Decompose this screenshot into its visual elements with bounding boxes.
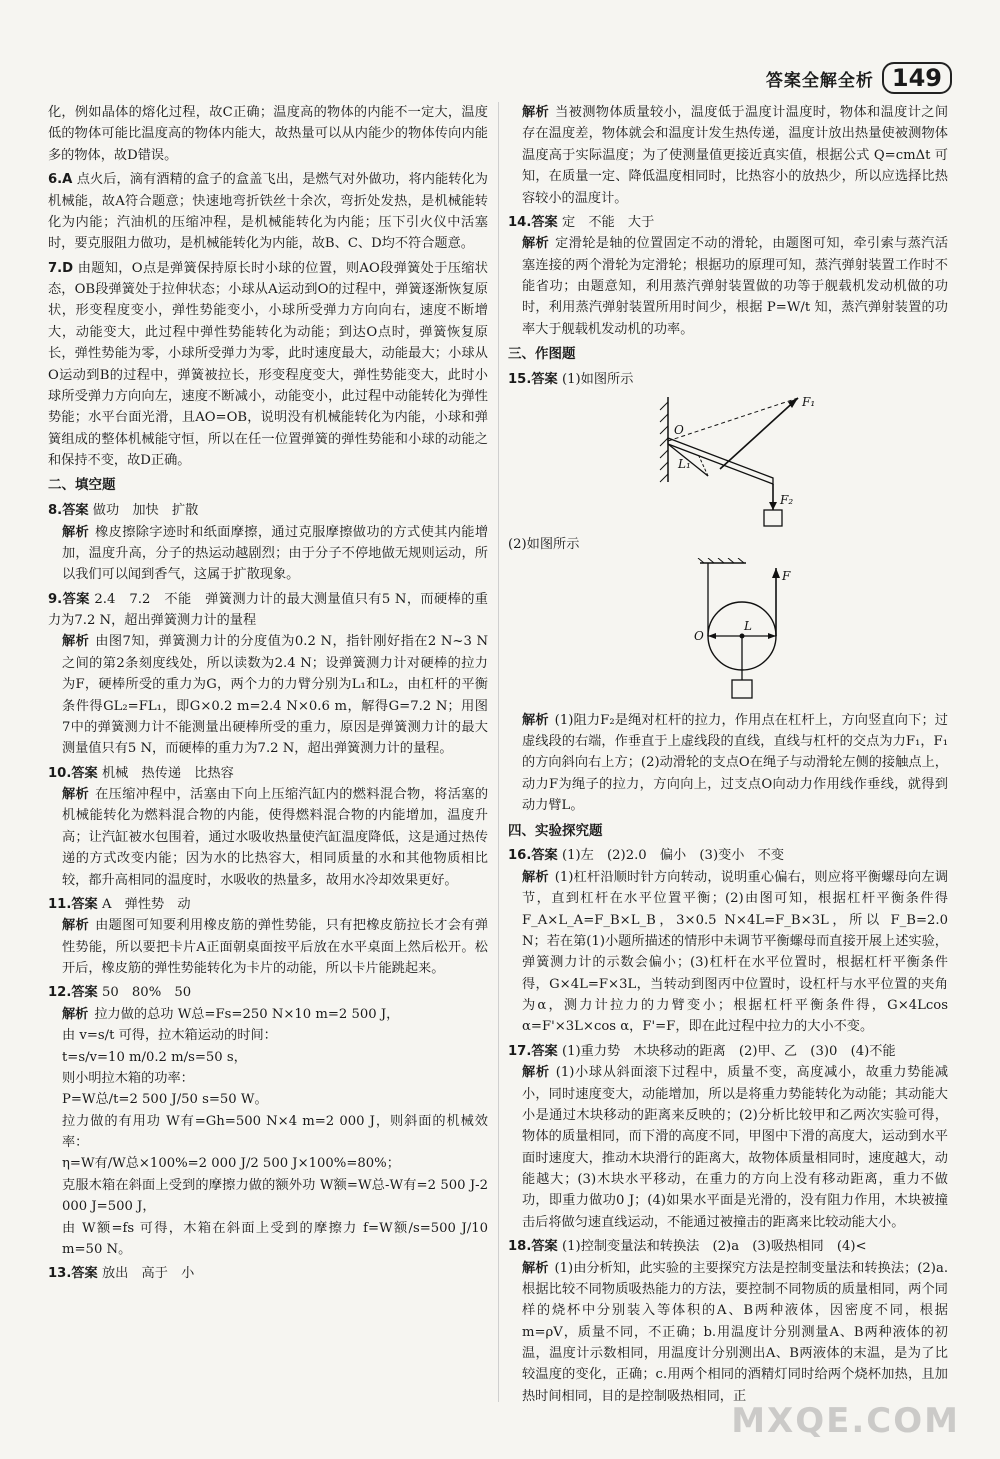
answer-tag: 答案 <box>71 765 98 781</box>
analysis-tag: 解析 <box>62 918 90 934</box>
q8-analysis-text: 橡皮擦除字迹时和纸面摩擦，通过克服摩擦做功的方式使其内能增加，温度升高，分子的热运动越剧烈；由于分子不停地做无规则运动，所以我们可以闻到香气，这属于扩散现象。 <box>62 524 489 583</box>
q14-answer <box>508 212 948 233</box>
q11-analysis-text: 由题图可知要利用橡皮筋的弹性势能，只有把橡皮筋拉长才会有弹性势能，所以要把卡片A正面朝桌面按平后放在水平桌面上然后松开。松开后，橡皮筋的弹性势能转化为卡片的动能，所以卡片能跳起来。 <box>62 918 489 977</box>
q18-number: 18. <box>508 1239 532 1255</box>
q18-answer-text: (1)控制变量法和转换法 (2)a (3)吸热相同 (4)< <box>561 1239 867 1255</box>
q12-line-2: 由 v=s/t 可得，拉木箱运动的时间： <box>62 1028 277 1044</box>
answer-tag: 答案 <box>531 1043 558 1059</box>
q16-analysis <box>508 867 948 1038</box>
q8-analysis <box>48 522 488 586</box>
q10-analysis <box>48 784 488 891</box>
q15-analysis-text: (1)阻力F₂是绳对杠杆的拉力，作用点在杠杆上，方向竖直向下；过虚线段的右端，作垂直于上虚线段的直线，直线与杠杆的交点为力F₁，F₁的方向斜向右上方；(2)动滑轮的支点O在绳子与动滑轮左侧的接触点上，动力F为绳子的拉力，方向向上，过支点O向动力作用线作垂线，就得到动力臂L。 <box>522 712 948 814</box>
q18-analysis-text: (1)由分析知，此实验的主要探究方法是控制变量法和转换法；(2)a.根据比较不同物质吸热能力的方法，要控制不同物质的质量相同，两个同样的烧杯中分别装入等体积的A、B两种液体，因密度不同，根据 m=ρV，质量不同，不正确；b.用温度计分别测量A、B两种液体的初温，温度计示数相同，用温度计分别测出A、B两液体的末温，是为了比较温度的变化，正确；c.用两个相同的酒精灯同时给两个烧杯加热，且加热时间相同，目的是控制吸热相同，正 <box>522 1260 949 1404</box>
q7-number: 7.D <box>48 260 74 276</box>
q12-answer <box>48 982 488 1003</box>
pulley-diagram <box>628 558 828 708</box>
left-column <box>48 102 488 1285</box>
q12-line-1-text: 拉力做的总功 W总=Fs=250 N×10 m=2 500 J， <box>94 1006 400 1022</box>
header-label: 答案全解全析 <box>765 70 874 91</box>
q9-answer <box>48 589 488 632</box>
q15-part-1: (1)如图所示 <box>561 371 634 387</box>
watermark: MXQE.COM <box>731 1401 960 1441</box>
q16-analysis-text: (1)杠杆沿顺时针方向转动，说明重心偏右，则应将平衡螺母向左调节，直到杠杆在水平位置平衡；(2)由图可知，根据杠杆平衡条件得 F_A×L_A=F_B×L_B，3×0.5 N×4L=F_B×3L，所以 F_B=2.0 N；若在第(1)小题所描述的情形中未调节平衡螺母而直接开展上述实验，弹簧测力计的示数会偏小；(3)杠杆在水平位置时，根据杠杆平衡条件得，G×4L=F×3L，当转动到图丙中位置时，设杠杆与水平位置的夹角为α，测力计拉力的力臂变小；根据杠杆平衡条件得，G×4Lcos α=F'×3L×cos α，F'=F，即在此过程中拉力的大小不变。 <box>522 869 949 1035</box>
fig1-label-o: O <box>674 423 684 438</box>
q8-answer <box>48 500 488 521</box>
q9-answer-text: 2.4 7.2 不能 弹簧测力计的最大测量值只有5 N，而硬棒的重力为7.2 N，超出弹簧测力计的量程 <box>48 591 488 629</box>
q13-analysis <box>508 102 948 209</box>
q17-answer <box>508 1041 948 1062</box>
answer-tag: 答案 <box>71 896 98 912</box>
answer-tag: 答案 <box>62 591 90 607</box>
q17-answer-text: (1)重力势 木块移动的距离 (2)甲、乙 (3)0 (4)不能 <box>561 1043 896 1059</box>
analysis-tag: 解析 <box>522 1065 550 1081</box>
q17-analysis <box>508 1062 948 1233</box>
q12-line-3: t=s/v=10 m/0.2 m/s=50 s， <box>62 1049 247 1065</box>
q11-answer <box>48 894 488 915</box>
q9-analysis <box>48 631 488 759</box>
q14-answer-text: 定 不能 大于 <box>561 214 655 230</box>
q11-number: 11. <box>48 896 72 912</box>
q7-text: 由题知，O点是弹簧保持原长时小球的位置，则AO段弹簧处于压缩状态，OB段弹簧处于拉伸状态；小球从A运动到O的过程中，弹簧逐渐恢复原状，形变程度变小，弹性势能变小，小球所受弹力方向向右，速度不断增大，动能变大，此过程中弹性势能转化为动能；到达O点时，弹簧恢复原长，弹性势能为零，小球所受弹力为零，此时速度最大，动能最大；小球从O运动到B的过程中，弹簧被拉长，形变程度变大，弹性势能变大，此时小球所受弹力方向向左，速度不断减小，动能变小，此过程中动能转化为弹性势能；水平台面光滑，且AO=OB，说明没有机械能转化为内能，小球和弹簧组成的整体机械能守恒，所以在任一位置弹簧的弹性势能和小球的动能之和保持不变，故D正确。 <box>48 260 488 468</box>
q8-answer-text: 做功 加快 扩散 <box>92 503 199 519</box>
q17-number: 17. <box>508 1043 532 1059</box>
q18-analysis <box>508 1258 948 1408</box>
q12-line-4: 则小明拉木箱的功率： <box>62 1070 194 1086</box>
q12-line-8: 克服木箱在斜面上受到的摩擦力做的额外功 W额=W总-W有=2 500 J-2 000 J=500 J， <box>62 1177 488 1215</box>
q11-answer-text: A 弹性势 动 <box>101 896 191 912</box>
q11-analysis <box>48 915 488 979</box>
intro-paragraph: 化，例如晶体的熔化过程，故C正确；温度高的物体的内能不一定大，温度低的物体可能比温度高的物体内能大，故热量可以从内能少的物体传向内能多的物体，故D错误。 <box>48 105 488 163</box>
q13-number: 13. <box>48 1266 72 1282</box>
lever-diagram <box>628 392 828 532</box>
fig2-label-l: L <box>744 618 752 633</box>
analysis-tag: 解析 <box>522 236 550 252</box>
q16-answer <box>508 845 948 866</box>
analysis-tag: 解析 <box>62 787 90 803</box>
q6-text: 点火后，滴有酒精的盒子的盒盖飞出，是燃气对外做功，将内能转化为机械能，故A符合题意；快速地弯折铁丝十余次，弯折处发热，是机械能转化为内能；汽油机的压缩冲程，是机械能转化为内能；压下引火仪中活塞时，要克服阻力做功，是机械能转化为内能，故B、C、D均不符合题意。 <box>48 172 488 252</box>
question-7 <box>48 258 488 472</box>
q12-line-9: 由 W额=fs 可得，木箱在斜面上受到的摩擦力 f=W额/s=500 J/10 m=50 N。 <box>62 1220 488 1257</box>
q12-line-5: P=W总/t=2 500 J/50 s=50 W。 <box>62 1092 268 1108</box>
analysis-tag: 解析 <box>522 712 549 728</box>
q15-number: 15. <box>508 371 532 387</box>
q15-analysis <box>508 710 948 817</box>
analysis-tag: 解析 <box>522 1260 549 1276</box>
fig2-label-f: F <box>782 568 791 583</box>
q12-line-1 <box>48 1004 488 1025</box>
q15-answer <box>508 369 948 390</box>
q12-answer-text: 50 80% 50 <box>101 985 192 1001</box>
analysis-tag: 解析 <box>522 105 550 120</box>
question-6 <box>48 169 488 255</box>
q12-line-7: η=W有/W总×100%=2 000 J/2 500 J×100%=80%； <box>62 1156 400 1172</box>
analysis-tag: 解析 <box>522 869 549 885</box>
answer-tag: 答案 <box>531 1239 558 1255</box>
analysis-tag: 解析 <box>62 634 90 650</box>
answer-tag: 答案 <box>62 503 89 519</box>
section-2-heading: 二、填空题 <box>48 477 116 494</box>
fig1-label-f1: F₁ <box>802 395 816 410</box>
analysis-tag: 解析 <box>62 1006 89 1022</box>
page-number: 149 <box>882 62 952 94</box>
answer-tag: 答案 <box>531 371 558 387</box>
answer-tag: 答案 <box>531 848 558 864</box>
answer-tag: 答案 <box>531 214 558 230</box>
q12-line-6: 拉力做的有用功 W有=Gh=500 N×4 m=2 000 J，则斜面的机械效率： <box>62 1113 488 1151</box>
q10-number: 10. <box>48 765 72 781</box>
answer-tag: 答案 <box>71 985 98 1001</box>
q16-answer-text: (1)左 (2)2.0 偏小 (3)变小 不变 <box>561 848 785 864</box>
q14-analysis-text: 定滑轮是轴的位置固定不动的滑轮，由题图可知，牵引索与蒸汽活塞连接的两个滑轮为定滑轮；根据功的原理可知，蒸汽弹射装置工作时不能省功；由题意知，利用蒸汽弹射装置做的功等于舰载机发动机做的功时，利用蒸汽弹射装置所用时间少，根据 P=W/t 知，蒸汽弹射装置的功率大于舰载机发动机的功率。 <box>522 236 949 337</box>
section-4-heading: 四、实验探究题 <box>508 822 603 839</box>
q6-number: 6.A <box>48 172 73 188</box>
fig2-label-o: O <box>694 628 704 643</box>
q13-answer-text: 放出 高于 小 <box>101 1266 195 1282</box>
answer-tag: 答案 <box>71 1266 98 1282</box>
lever-figure <box>508 392 948 532</box>
fig1-label-f2: F₂ <box>780 493 794 508</box>
q15-part-2: (2)如图所示 <box>508 537 580 553</box>
right-column <box>508 102 948 1410</box>
q10-analysis-text: 在压缩冲程中，活塞由下向上压缩汽缸内的燃料混合物，将活塞的机械能转化为燃料混合物的内能，使得燃料混合物的内能增加，温度升高；让汽缸被水包围着，通过水吸收热量使汽缸温度降低，这是通过热传递的方式改变内能；因为水的比热容大，相同质量的水和其他物质相比较，都升高相同的温度时，水吸收的热量多，故用水冷却效果更好。 <box>62 787 489 888</box>
q9-analysis-text: 由图7知，弹簧测力计的分度值为0.2 N，指针刚好指在2 N~3 N之间的第2条刻度线处，所以读数为2.4 N；设弹簧测力计对硬棒的拉力为F，硬棒所受的重力为G，两个力的力臂分别为L₁和L₂，由杠杆的平衡条件得GL₂=FL₁，即G×0.2 m=2.4 N×0.6 m，解得G=7.2 N；用图7中的弹簧测力计不能测量出硬棒所受的重力，原因是弹簧测力计的最大测量值只有5 N，而硬棒的重力为7.2 N，超出弹簧测力计的量程。 <box>62 634 489 757</box>
fig1-label-l1: L₁ <box>678 457 691 472</box>
q10-answer-text: 机械 热传递 比热容 <box>101 765 234 781</box>
pulley-figure <box>508 558 948 708</box>
q13-analysis-text: 当被测物体质量较小，温度低于温度计温度时，物体和温度计之间存在温度差，物体就会和温度计发生热传递，温度计放出热量使被测物体温度高于实际温度；为了使测量值更接近真实值，根据公式 Q=cmΔt 可知，在质量一定、降低温度相同时，比热容小的放热少，所以应选择比热容较小的温度计。 <box>522 105 949 206</box>
q17-analysis-text: (1)小球从斜面滚下过程中，质量不变，高度减小，故重力势能减小，同时速度变大，动能增加，所以是将重力势能转化为动能；其动能大小是通过木块移动的距离来反映的；(2)分析比较甲和乙两次实验可得，物体的质量相同，而下滑的高度不同，甲图中下滑的高度大，运动到水平面时速度大，推动木块滑行的距离大，故物体质量相同时，速度越大，动能越大；(3)木块水平移动，在重力的方向上没有移动距离，重力不做功，即重力做功0 J；(4)如果水平面是光滑的，没有阻力作用，木块被撞击后将做匀速直线运动，不能通过被撞击的距离来比较动能大小。 <box>522 1065 949 1230</box>
q9-number: 9. <box>48 591 63 607</box>
page-header <box>766 62 952 94</box>
section-3-heading: 三、作图题 <box>508 346 576 363</box>
column-divider <box>498 102 499 1402</box>
q14-number: 14. <box>508 214 532 230</box>
analysis-tag: 解析 <box>62 524 90 540</box>
q13-answer <box>48 1263 488 1284</box>
q16-number: 16. <box>508 848 532 864</box>
q10-answer <box>48 763 488 784</box>
q14-analysis <box>508 233 948 340</box>
q8-number: 8. <box>48 503 63 519</box>
q12-number: 12. <box>48 985 72 1001</box>
q18-answer <box>508 1236 948 1257</box>
